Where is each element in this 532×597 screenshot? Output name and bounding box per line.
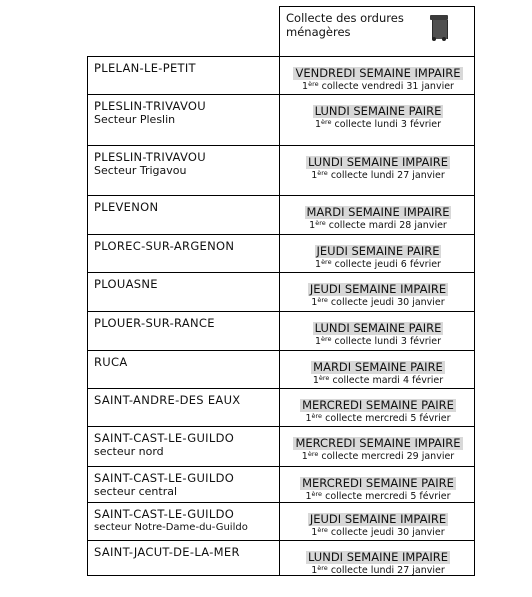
table-row (87, 56, 475, 94)
commune-name: PLELAN-LE-PETIT (94, 61, 196, 75)
secteur-name: secteur nord (94, 445, 164, 458)
commune-cell (88, 351, 280, 388)
first-collection: 1ère collecte mercredi 5 février (305, 490, 451, 502)
first-collection: 1ère collecte lundi 27 janvier (311, 169, 445, 181)
schedule-cell (280, 427, 476, 466)
collection-schedule: JEUDI SEMAINE IMPAIRE (309, 282, 447, 296)
table-row (87, 466, 475, 502)
collection-schedule: MARDI SEMAINE IMPAIRE (306, 205, 450, 219)
commune-name: SAINT-CAST-LE-GUILDO (94, 471, 235, 485)
schedule-cell (280, 57, 476, 94)
collection-schedule: MERCREDI SEMAINE PAIRE (302, 476, 454, 490)
schedule-cell (280, 146, 476, 195)
commune-cell (88, 57, 280, 94)
commune-name: PLOUASNE (94, 277, 158, 291)
first-collection: 1ère collecte lundi 3 février (314, 118, 442, 130)
schedule-cell (280, 312, 476, 350)
commune-name: PLESLIN-TRIVAVOU (94, 150, 207, 164)
commune-name: PLOREC-SUR-ARGENON (94, 239, 235, 253)
collection-schedule: MERCREDI SEMAINE IMPAIRE (295, 436, 461, 450)
collection-schedule: LUNDI SEMAINE IMPAIRE (307, 155, 449, 169)
schedule-cell (280, 503, 476, 540)
first-collection: 1ère collecte mercredi 29 janvier (301, 450, 455, 462)
table-row (87, 234, 475, 272)
table-row (87, 540, 475, 576)
commune-cell (88, 427, 280, 466)
secteur-name: Secteur Pleslin (94, 113, 176, 126)
commune-cell (88, 467, 280, 502)
commune-name: SAINT-ANDRE-DES EAUX (94, 393, 241, 407)
schedule-cell (280, 351, 476, 388)
table-row (87, 502, 475, 540)
commune-cell (88, 389, 280, 426)
commune-cell (88, 273, 280, 311)
commune-cell (88, 196, 280, 234)
commune-cell (88, 95, 280, 145)
schedule-cell (280, 389, 476, 426)
schedule-cell (280, 541, 476, 575)
first-collection: 1ère collecte jeudi 30 janvier (311, 296, 445, 308)
commune-cell (88, 146, 280, 195)
collection-schedule: LUNDI SEMAINE PAIRE (314, 104, 442, 118)
commune-name: RUCA (94, 355, 128, 369)
first-collection: 1ère collecte mardi 28 janvier (309, 219, 447, 231)
commune-name: SAINT-CAST-LE-GUILDO (94, 507, 235, 521)
commune-cell (88, 541, 280, 575)
schedule-cell (280, 95, 476, 145)
first-collection: 1ère collecte lundi 3 février (314, 335, 442, 347)
collection-schedule-table (87, 6, 475, 576)
first-collection: 1ère collecte jeudi 30 janvier (311, 526, 445, 538)
commune-name: PLOUER-SUR-RANCE (94, 316, 215, 330)
collection-schedule: JEUDI SEMAINE PAIRE (316, 244, 440, 258)
table-row (87, 350, 475, 388)
collection-schedule: JEUDI SEMAINE IMPAIRE (309, 512, 447, 526)
table-row (87, 145, 475, 195)
collection-schedule: LUNDI SEMAINE PAIRE (314, 321, 442, 335)
table-row (87, 272, 475, 311)
collection-schedule: VENDREDI SEMAINE IMPAIRE (295, 66, 461, 80)
table-row (87, 195, 475, 234)
commune-name: SAINT-JACUT-DE-LA-MER (94, 545, 240, 559)
collection-schedule: MERCREDI SEMAINE PAIRE (302, 398, 454, 412)
first-collection: 1ère collecte mercredi 5 février (305, 412, 451, 424)
first-collection: 1ère collecte lundi 27 janvier (311, 564, 445, 576)
first-collection: 1ère collecte jeudi 6 février (315, 258, 441, 270)
first-collection: 1ère collecte vendredi 31 janvier (302, 80, 454, 92)
schedule-cell (280, 273, 476, 311)
secteur-name: secteur Notre-Dame-du-Guildo (94, 522, 248, 533)
commune-name: PLESLIN-TRIVAVOU (94, 99, 207, 113)
schedule-cell (280, 196, 476, 234)
schedule-cell (280, 467, 476, 502)
table-row (87, 426, 475, 466)
collection-schedule: MARDI SEMAINE PAIRE (313, 360, 443, 374)
commune-cell (88, 503, 280, 540)
collection-schedule: LUNDI SEMAINE IMPAIRE (307, 550, 449, 564)
secteur-name: secteur central (94, 485, 178, 498)
table-row (87, 311, 475, 350)
commune-cell (88, 312, 280, 350)
table-row (87, 388, 475, 426)
commune-name: PLEVENON (94, 200, 159, 214)
trash-bin-icon (430, 15, 448, 41)
header-title: Collecte des ordures ménagères (286, 11, 404, 39)
table-row (87, 94, 475, 145)
schedule-cell (280, 235, 476, 272)
table-header (279, 6, 475, 56)
commune-name: SAINT-CAST-LE-GUILDO (94, 431, 235, 445)
secteur-name: Secteur Trigavou (94, 164, 187, 177)
first-collection: 1ère collecte mardi 4 février (312, 374, 444, 386)
commune-cell (88, 235, 280, 272)
